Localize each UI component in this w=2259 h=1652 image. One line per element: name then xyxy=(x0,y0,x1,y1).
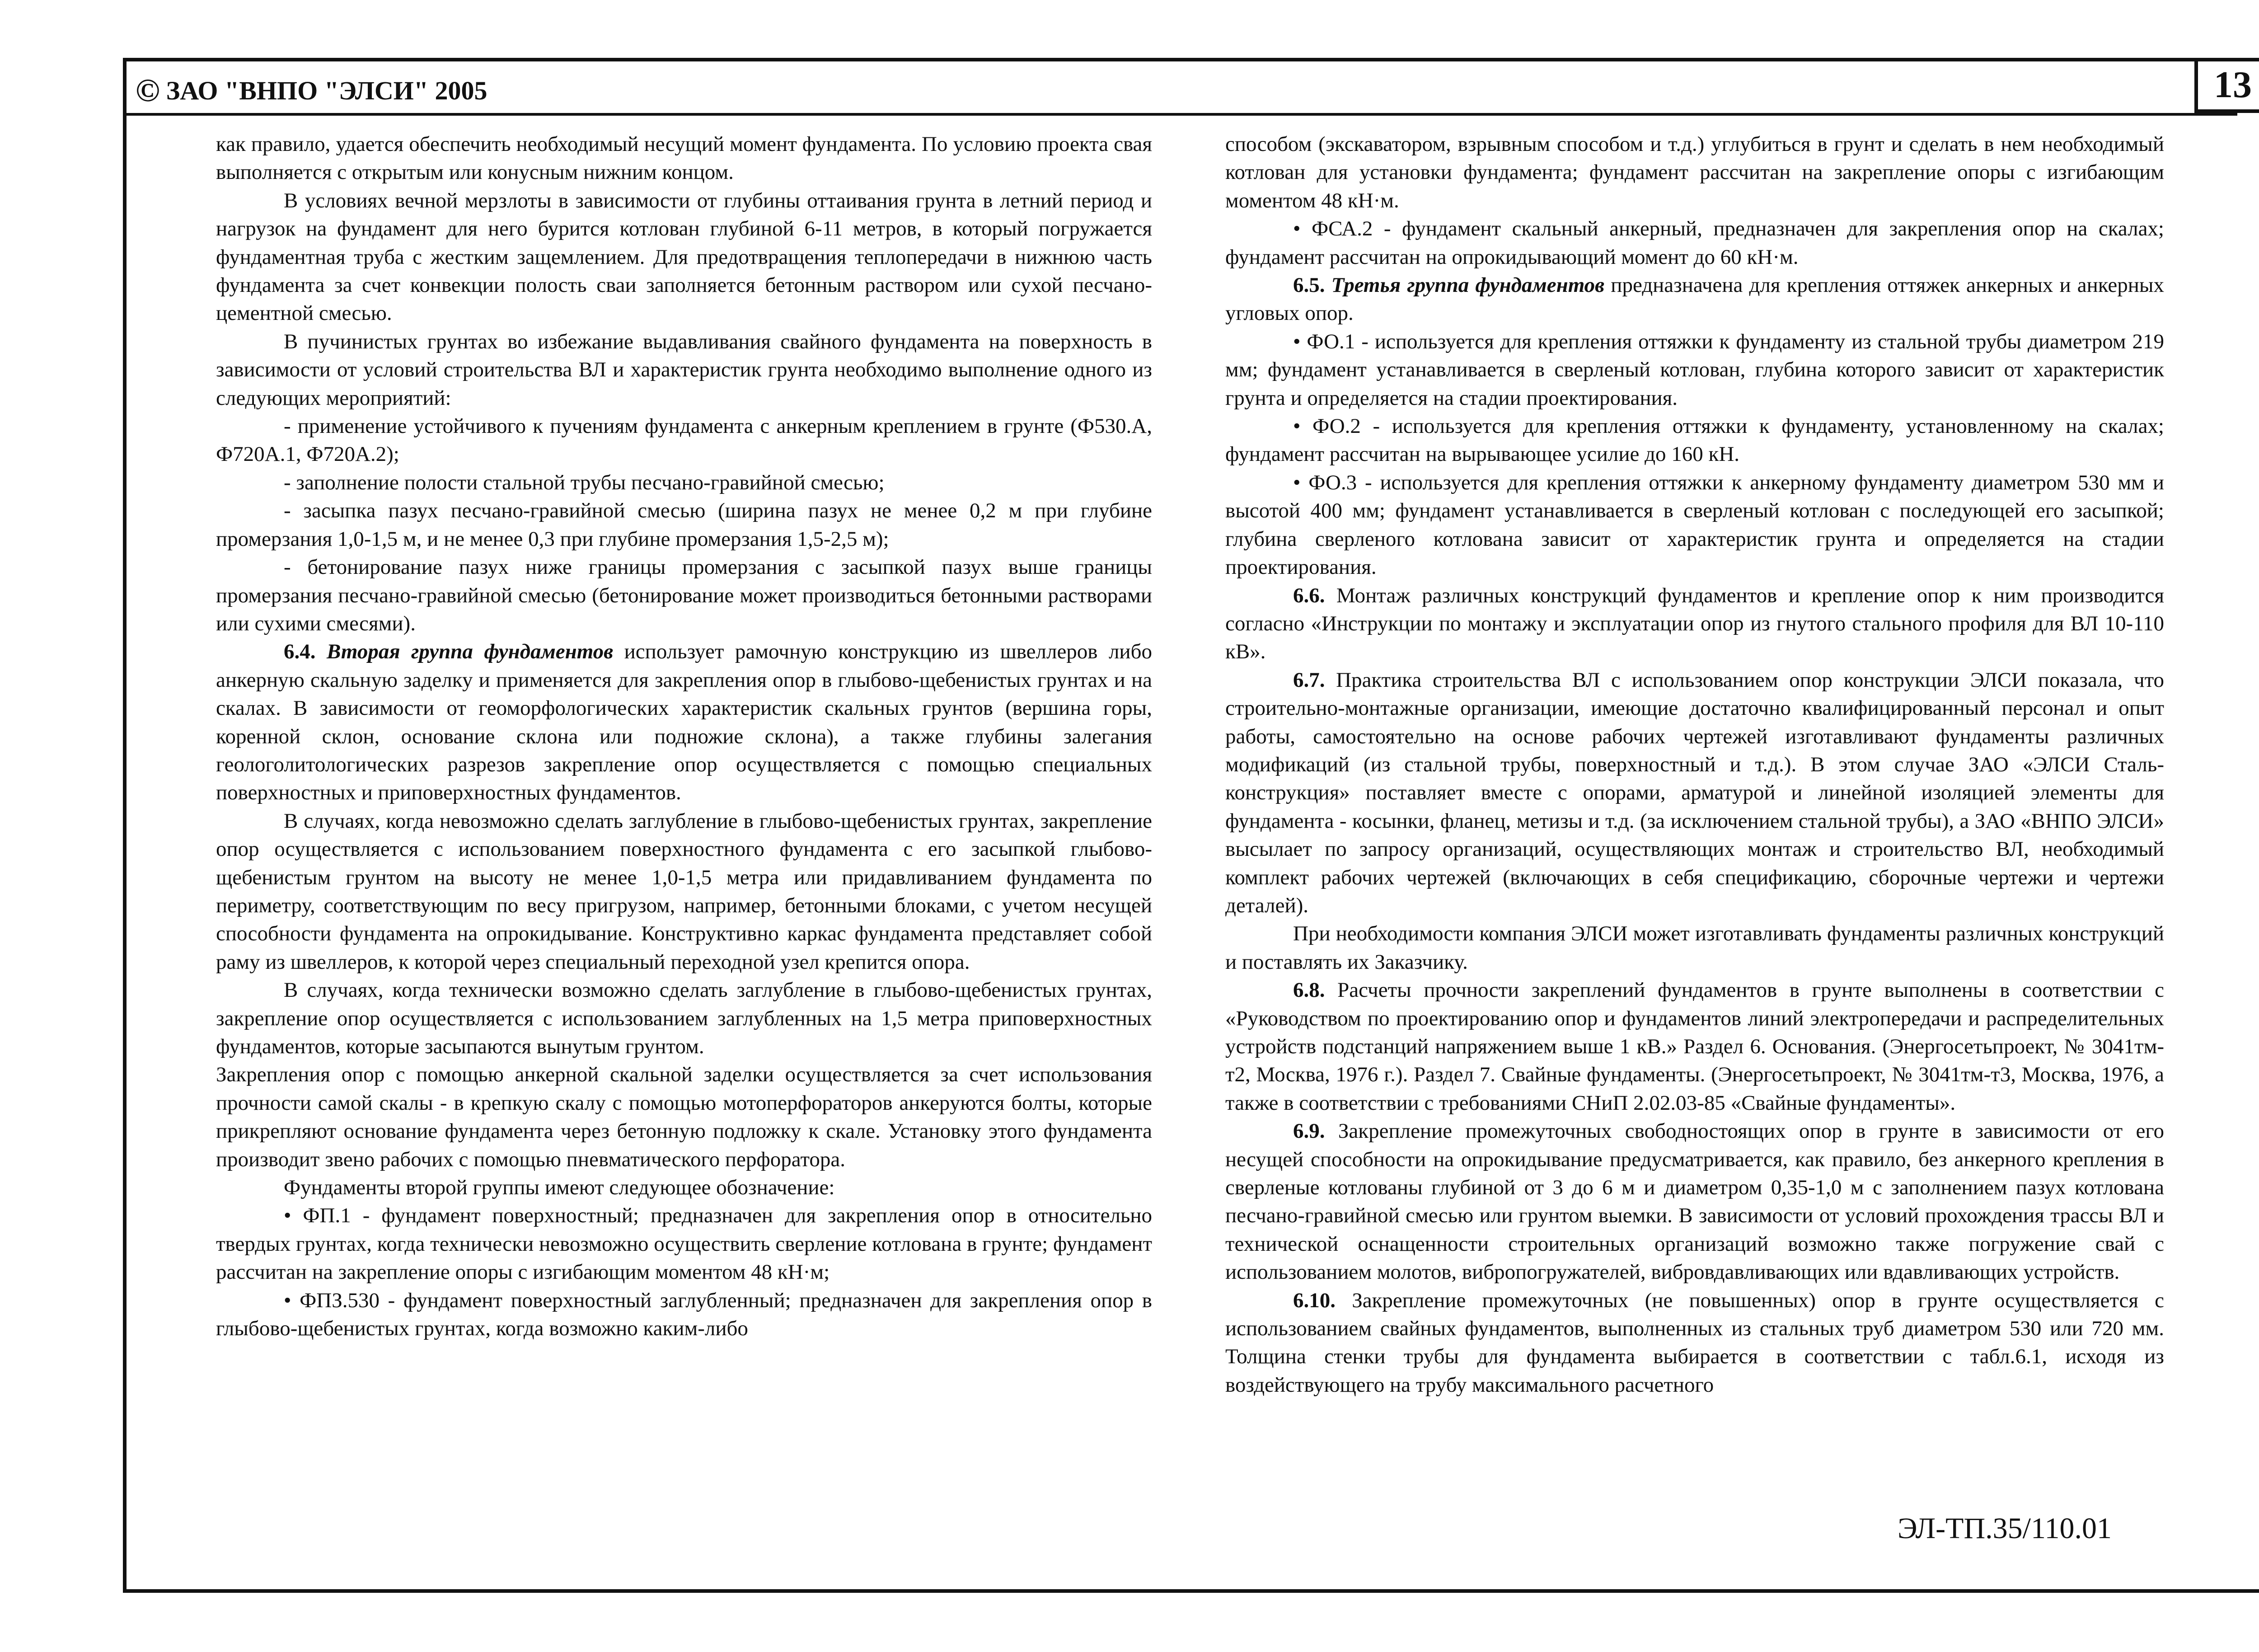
paragraph xyxy=(216,553,1152,638)
page-number-box xyxy=(2194,60,2259,113)
paragraph-text: В случаях, когда невозможно сделать заглубление в глыбово-щебенистых грунтах, закрепление опор осуществляется с использованием поверхностного фундамента с его засыпкой глыбово-щебенистым грунтом на высоту не менее 1,0-1,5 метра или придавливанием фундамента по периметру, соответствующим по весу пригрузом, например, бетонными блоками, с учетом несущей способности фундамента на опрокидывание. Конструктивно каркас фундамента представляет собой раму из швеллеров, к которой через специальный переходной узел крепится опора. xyxy=(216,809,1152,974)
paragraph-text: Закрепление промежуточных (не повышенных) опор в грунте осуществляется с использованием свайных фундаментов, выполненных из стальных труб диаметром 530 или 720 мм. Толщина стенки трубы для фундамента выбирается в соответствии с табл.6.1, исходя из воздействующего на трубу максимального расчетного xyxy=(1225,1288,2164,1397)
paragraph-text: - бетонирование пазух ниже границы промерзания с засыпкой пазух выше границы промерзания песчано-гравийной смесью (бетонирование может производиться бетонными растворами или сухими смесями). xyxy=(216,555,1152,635)
section-number: 6.7. xyxy=(1293,668,1325,692)
copyright-icon: © xyxy=(136,72,160,108)
paragraph-text: предназначена для крепления оттяжек анкерных и анкерных угловых опор. xyxy=(1225,273,2165,325)
paragraph xyxy=(1225,412,2164,469)
section-number: 6.8. xyxy=(1293,978,1325,1002)
section-number: 6.4. xyxy=(284,640,316,664)
paragraph-text: Практика строительства ВЛ с использованием опор конструкции ЭЛСИ показала, что строительно-монтажные организации, имеющие достаточно квалифицированный персонал и опыт работы, самостоятельно на основе рабочих чертежей изготавливают фундаменты различных модификаций (из стальной трубы, поверхностный и т.д.). В этом случае ЗАО «ЭЛСИ Стальконструкция» поставляет вместе с опорами, арматурой и линейной изоляцией элементы для фундамента - косынки, фланец, метизы и т.д. (за исключением стальной трубы), а ЗАО «ВНПО ЭЛСИ» высылает по запросу организаций, осуществляющих монтаж и строительство ВЛ, необходимый комплект рабочих чертежей (включающих в себя спецификацию, сборочные чертежи и чертежи деталей). xyxy=(1225,668,2164,917)
paragraph-text: • ФПЗ.530 - фундамент поверхностный заглубленный; предназначен для закрепления опор в глыбово-щебенистых грунтах, когда возможно каким-либо xyxy=(216,1288,1152,1341)
paragraph-text: - заполнение полости стальной трубы песчано-гравийной смесью; xyxy=(284,470,885,494)
paragraph xyxy=(1225,582,2164,666)
paragraph xyxy=(216,1286,1152,1343)
paragraph xyxy=(1225,130,2164,215)
paragraph-text: • ФСА.2 - фундамент скальный анкерный, предназначен для закрепления опор на скалах; фундамент рассчитан на опрокидывающий момент до 60 кН·м. xyxy=(1225,217,2164,269)
paragraph xyxy=(1225,271,2164,328)
paragraph xyxy=(216,469,1152,497)
paragraph-text: способом (экскаватором, взрывным способом и т.д.) углубиться в грунт и сделать в нем необходимый котлован для установки фундамента; фундамент рассчитан на закрепление опоры с изгибающим моментом 48 кН·м. xyxy=(1225,132,2164,212)
paragraph-text: Фундаменты второй группы имеют следующее обозначение: xyxy=(284,1176,835,1200)
paragraph-text: В пучинистых грунтах во избежание выдавливания свайного фундамента на поверхность в зависимости от условий строительства ВЛ и характеристик грунта необходимо выполнение одного из следующих мероприятий: xyxy=(216,329,1152,410)
paragraph xyxy=(1225,1117,2164,1286)
paragraph-text: • ФО.3 - используется для крепления оттяжки к анкерному фундаменту диаметром 530 мм и высотой 400 мм; фундамент устанавливается в сверленый котлован с последующей его засыпкой; глубина сверленого котлована зависит от характеристик грунта и определяется на стадии проектирования. xyxy=(1225,470,2164,579)
paragraph xyxy=(1225,215,2164,271)
paragraph xyxy=(216,497,1152,553)
paragraph xyxy=(216,130,1152,187)
copyright-text: ЗАО "ВНПО "ЭЛСИ" 2005 xyxy=(166,75,487,105)
paragraph-text: Расчеты прочности закреплений фундаментов в грунте выполнены в соответствии с «Руководством по проектированию опор и фундаментов линий электропередачи и распределительных устройств подстанций напряжением выше 1 кВ.» Раздел 6. Основания. (Энергосетьпроект, № 3041тм-т2, Москва, 1976 г.). Раздел 7. Свайные фундаменты. (Энергосетьпроект, № 3041тм-т3, Москва, 1976, а также в соответствии с требованиями СНиП 2.02.03-85 «Свайные фундаменты». xyxy=(1225,978,2164,1115)
paragraph-text: • ФО.1 - используется для крепления оттяжки к фундаменту из стальной трубы диаметром 219 мм; фундамент устанавливается в сверленый котлован, глубина которого зависит от характеристик грунта и определяется на стадии проектирования. xyxy=(1225,329,2164,410)
copyright-header xyxy=(136,68,487,113)
paragraph-text: использует рамочную конструкцию из швеллеров либо анкерную скальную заделку и применяется для закрепления опор в глыбово-щебенистых грунтах и на скалах. В зависимости от геоморфологических характеристик скальных грунтов (вершина горы, коренной склон, основание склона или подножие склона), а также глубины залегания геологолитологических разрезов закрепление опор осуществляется с помощью специальных поверхностных и приповерхностных фундаментов. xyxy=(216,640,1152,805)
right-text-column xyxy=(1225,130,2164,1399)
paragraph xyxy=(216,187,1152,328)
section-heading: Третья группа фундаментов xyxy=(1331,273,1605,297)
paragraph-text: как правило, удается обеспечить необходимый несущий момент фундамента. По условию проекта свая выполняется с открытым или конусным нижним концом. xyxy=(216,132,1152,184)
section-number: 6.6. xyxy=(1293,583,1325,607)
paragraph xyxy=(216,328,1152,412)
paragraph xyxy=(1225,920,2164,976)
paragraph-text: - засыпка пазух песчано-гравийной смесью (ширина пазух не менее 0,2 м при глубине промерзания 1,0-1,5 м, и не менее 0,3 при глубине промерзания 1,5-2,5 м); xyxy=(216,499,1152,551)
paragraph xyxy=(216,807,1152,976)
paragraph-text: Монтаж различных конструкций фундаментов и крепление опор к ним производится согласно «Инструкции по монтажу и эксплуатации опор из гнутого стального профиля для ВЛ 10-110 кВ». xyxy=(1225,583,2164,664)
paragraph xyxy=(1225,976,2164,1117)
paragraph xyxy=(1225,328,2164,412)
section-heading: Вторая группа фундаментов xyxy=(326,640,614,664)
document-code: ЭЛ-ТП.35/110.01 xyxy=(1898,1512,2112,1545)
paragraph-text: При необходимости компания ЭЛСИ может изготавливать фундаменты различных конструкций и поставлять их Заказчику. xyxy=(1225,922,2164,974)
paragraph xyxy=(1225,1286,2164,1399)
left-text-column xyxy=(216,130,1152,1342)
paragraph xyxy=(216,976,1152,1061)
paragraph xyxy=(216,638,1152,807)
paragraph-text: Закрепления опор с помощью анкерной скальной заделки осуществляется за счет использования прочности самой скалы - в крепкую скалу с помощью мотоперфораторов анкеруются болты, которые прикрепляют основание фундамента через бетонную подложку к скале. Установку этого фундамента производит звено рабочих с помощью пневматического перфоратора. xyxy=(216,1063,1152,1171)
section-number: 6.10. xyxy=(1293,1288,1336,1312)
paragraph xyxy=(1225,469,2164,582)
paragraph-text: • ФО.2 - используется для крепления оттяжки к фундаменту, установленному на скалах; фундамент рассчитан на вырывающее усилие до 160 кН. xyxy=(1225,414,2164,466)
section-number: 6.9. xyxy=(1293,1119,1325,1143)
paragraph-text: • ФП.1 - фундамент поверхностный; предназначен для закрепления опор в относительно твердых грунтах, когда технически невозможно осуществить сверление котлована в грунте; фундамент рассчитан на закрепление опоры с изгибающим моментом 48 кН·м; xyxy=(216,1204,1152,1284)
page-number: 13 xyxy=(2214,63,2252,106)
paragraph xyxy=(216,1173,1152,1201)
paragraph-text: В условиях вечной мерзлоты в зависимости от глубины оттаивания грунта в летний период и нагрузок на фундамент для него бурится котлован глубиной 6-11 метров, в который погружается фундаментная труба с жестким защемлением. Для предотвращения теплопередачи в нижнюю часть фундамента за счет конвекции полость сваи заполняется бетонным раствором или сухой песчано-цементной смесью. xyxy=(216,188,1152,325)
section-number: 6.5. xyxy=(1293,273,1325,297)
paragraph-text: В случаях, когда технически возможно сделать заглубление в глыбово-щебенистых грунтах, закрепление опор осуществляется с использованием заглубленных на 1,5 метра приповерхностных фундаментов, которые засыпаются вынутым грунтом. xyxy=(216,978,1152,1058)
paragraph xyxy=(216,1061,1152,1173)
paragraph-text: Закрепление промежуточных свободностоящих опор в грунте в зависимости от его несущей способности на опрокидывание предусматривается, как правило, без анкерного крепления в сверленые котлованы глубиной от 3 до 6 м и диаметром 0,35-1,0 м с заполнением пазух котлована песчано-гравийной смесью или грунтом выемки. В зависимости от условий прохождения трассы ВЛ и технической оснащенности строительных организаций возможно также погружение свай с использованием молотов, вибропогружателей, вибровдавливающих или вдавливающих устройств. xyxy=(1225,1119,2164,1284)
paragraph xyxy=(216,412,1152,469)
paragraph xyxy=(216,1201,1152,1286)
paragraph-text: - применение устойчивого к пучениям фундамента с анкерным креплением в грунте (Ф530.А, Ф720А.1, Ф720А.2); xyxy=(216,414,1152,466)
header-divider xyxy=(123,113,2237,116)
paragraph xyxy=(1225,666,2164,920)
